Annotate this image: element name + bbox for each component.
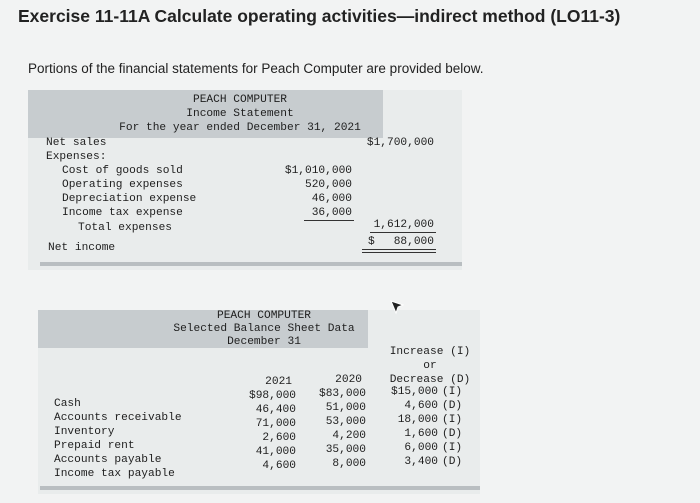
balance-row-flag: (I) bbox=[442, 442, 463, 454]
balance-row-2020: 4,200 bbox=[332, 430, 366, 442]
balance-row-flag: (I) bbox=[442, 414, 463, 426]
net-income-label: Net income bbox=[48, 242, 116, 254]
income-bottom-rule bbox=[40, 262, 462, 266]
expense-label: Depreciation expense bbox=[62, 193, 197, 205]
total-rule bbox=[370, 232, 436, 233]
net-sales-label: Net sales bbox=[46, 137, 107, 149]
expense-value: 46,000 bbox=[311, 193, 352, 205]
balance-statement-title: Selected Balance Sheet Data bbox=[173, 323, 355, 335]
total-expenses-value: 1,612,000 bbox=[373, 219, 434, 231]
change-column-header: or bbox=[423, 360, 437, 372]
balance-row-label: Inventory bbox=[54, 426, 115, 438]
balance-row-label: Cash bbox=[54, 398, 81, 410]
balance-row-flag: (I) bbox=[442, 386, 463, 398]
year-2021-header: 2021 bbox=[265, 376, 292, 388]
balance-row-flag: (D) bbox=[442, 456, 463, 468]
exercise-title: Exercise 11-11A Calculate operating activities—indirect method (LO11-3) bbox=[18, 6, 621, 26]
balance-row-change: 6,000 bbox=[404, 442, 438, 454]
balance-row-change: 18,000 bbox=[397, 414, 438, 426]
balance-row-label: Accounts receivable bbox=[54, 412, 182, 424]
balance-row-change: 4,600 bbox=[404, 400, 438, 412]
balance-row-2020: 53,000 bbox=[325, 416, 366, 428]
change-column-header: Increase (I) bbox=[389, 346, 471, 358]
expense-value: 36,000 bbox=[311, 207, 352, 219]
balance-bottom-rule bbox=[40, 486, 480, 490]
net-income-double-rule bbox=[362, 252, 436, 253]
net-income-value: 88,000 bbox=[393, 236, 434, 248]
income-statement-title: Income Statement bbox=[186, 108, 294, 120]
balance-row-2020: 35,000 bbox=[325, 444, 366, 456]
net-income-dollar-sign: $ bbox=[368, 236, 375, 248]
change-column-header: Decrease (D) bbox=[389, 374, 471, 386]
balance-row-2020: 8,000 bbox=[332, 458, 366, 470]
balance-row-label: Income tax payable bbox=[54, 468, 175, 480]
balance-row-label: Prepaid rent bbox=[54, 440, 135, 452]
expense-label: Income tax expense bbox=[62, 207, 183, 219]
net-sales-value: $1,700,000 bbox=[366, 137, 434, 149]
balance-row-2021: 41,000 bbox=[255, 446, 296, 458]
balance-row-2021: 2,600 bbox=[262, 432, 296, 444]
balance-row-2021: 71,000 bbox=[255, 418, 296, 430]
expenses-label: Expenses: bbox=[46, 151, 107, 163]
balance-row-flag: (D) bbox=[442, 400, 463, 412]
balance-row-2021: 4,600 bbox=[262, 460, 296, 472]
balance-company-name: PEACH COMPUTER bbox=[217, 310, 311, 322]
income-period: For the year ended December 31, 2021 bbox=[119, 122, 361, 134]
net-income-double-rule bbox=[362, 249, 436, 250]
balance-row-2021: 46,400 bbox=[255, 404, 296, 416]
balance-row-2020: 51,000 bbox=[325, 402, 366, 414]
balance-row-label: Accounts payable bbox=[54, 454, 162, 466]
year-2020-header: 2020 bbox=[335, 374, 362, 386]
expense-label: Cost of goods sold bbox=[62, 165, 183, 177]
expense-label: Operating expenses bbox=[62, 179, 183, 191]
balance-row-2021: $98,000 bbox=[249, 390, 296, 402]
balance-date: December 31 bbox=[227, 336, 301, 348]
balance-row-2020: $83,000 bbox=[319, 388, 366, 400]
total-expenses-label: Total expenses bbox=[78, 222, 172, 234]
balance-row-change: 3,400 bbox=[404, 456, 438, 468]
balance-row-change: $15,000 bbox=[391, 386, 438, 398]
intro-text: Portions of the financial statements for Peach Computer are provided below. bbox=[28, 61, 484, 76]
expense-value: 520,000 bbox=[305, 179, 352, 191]
expense-value: $1,010,000 bbox=[284, 165, 352, 177]
balance-row-change: 1,600 bbox=[404, 428, 438, 440]
balance-row-flag: (D) bbox=[442, 428, 463, 440]
income-company-name: PEACH COMPUTER bbox=[193, 94, 287, 106]
